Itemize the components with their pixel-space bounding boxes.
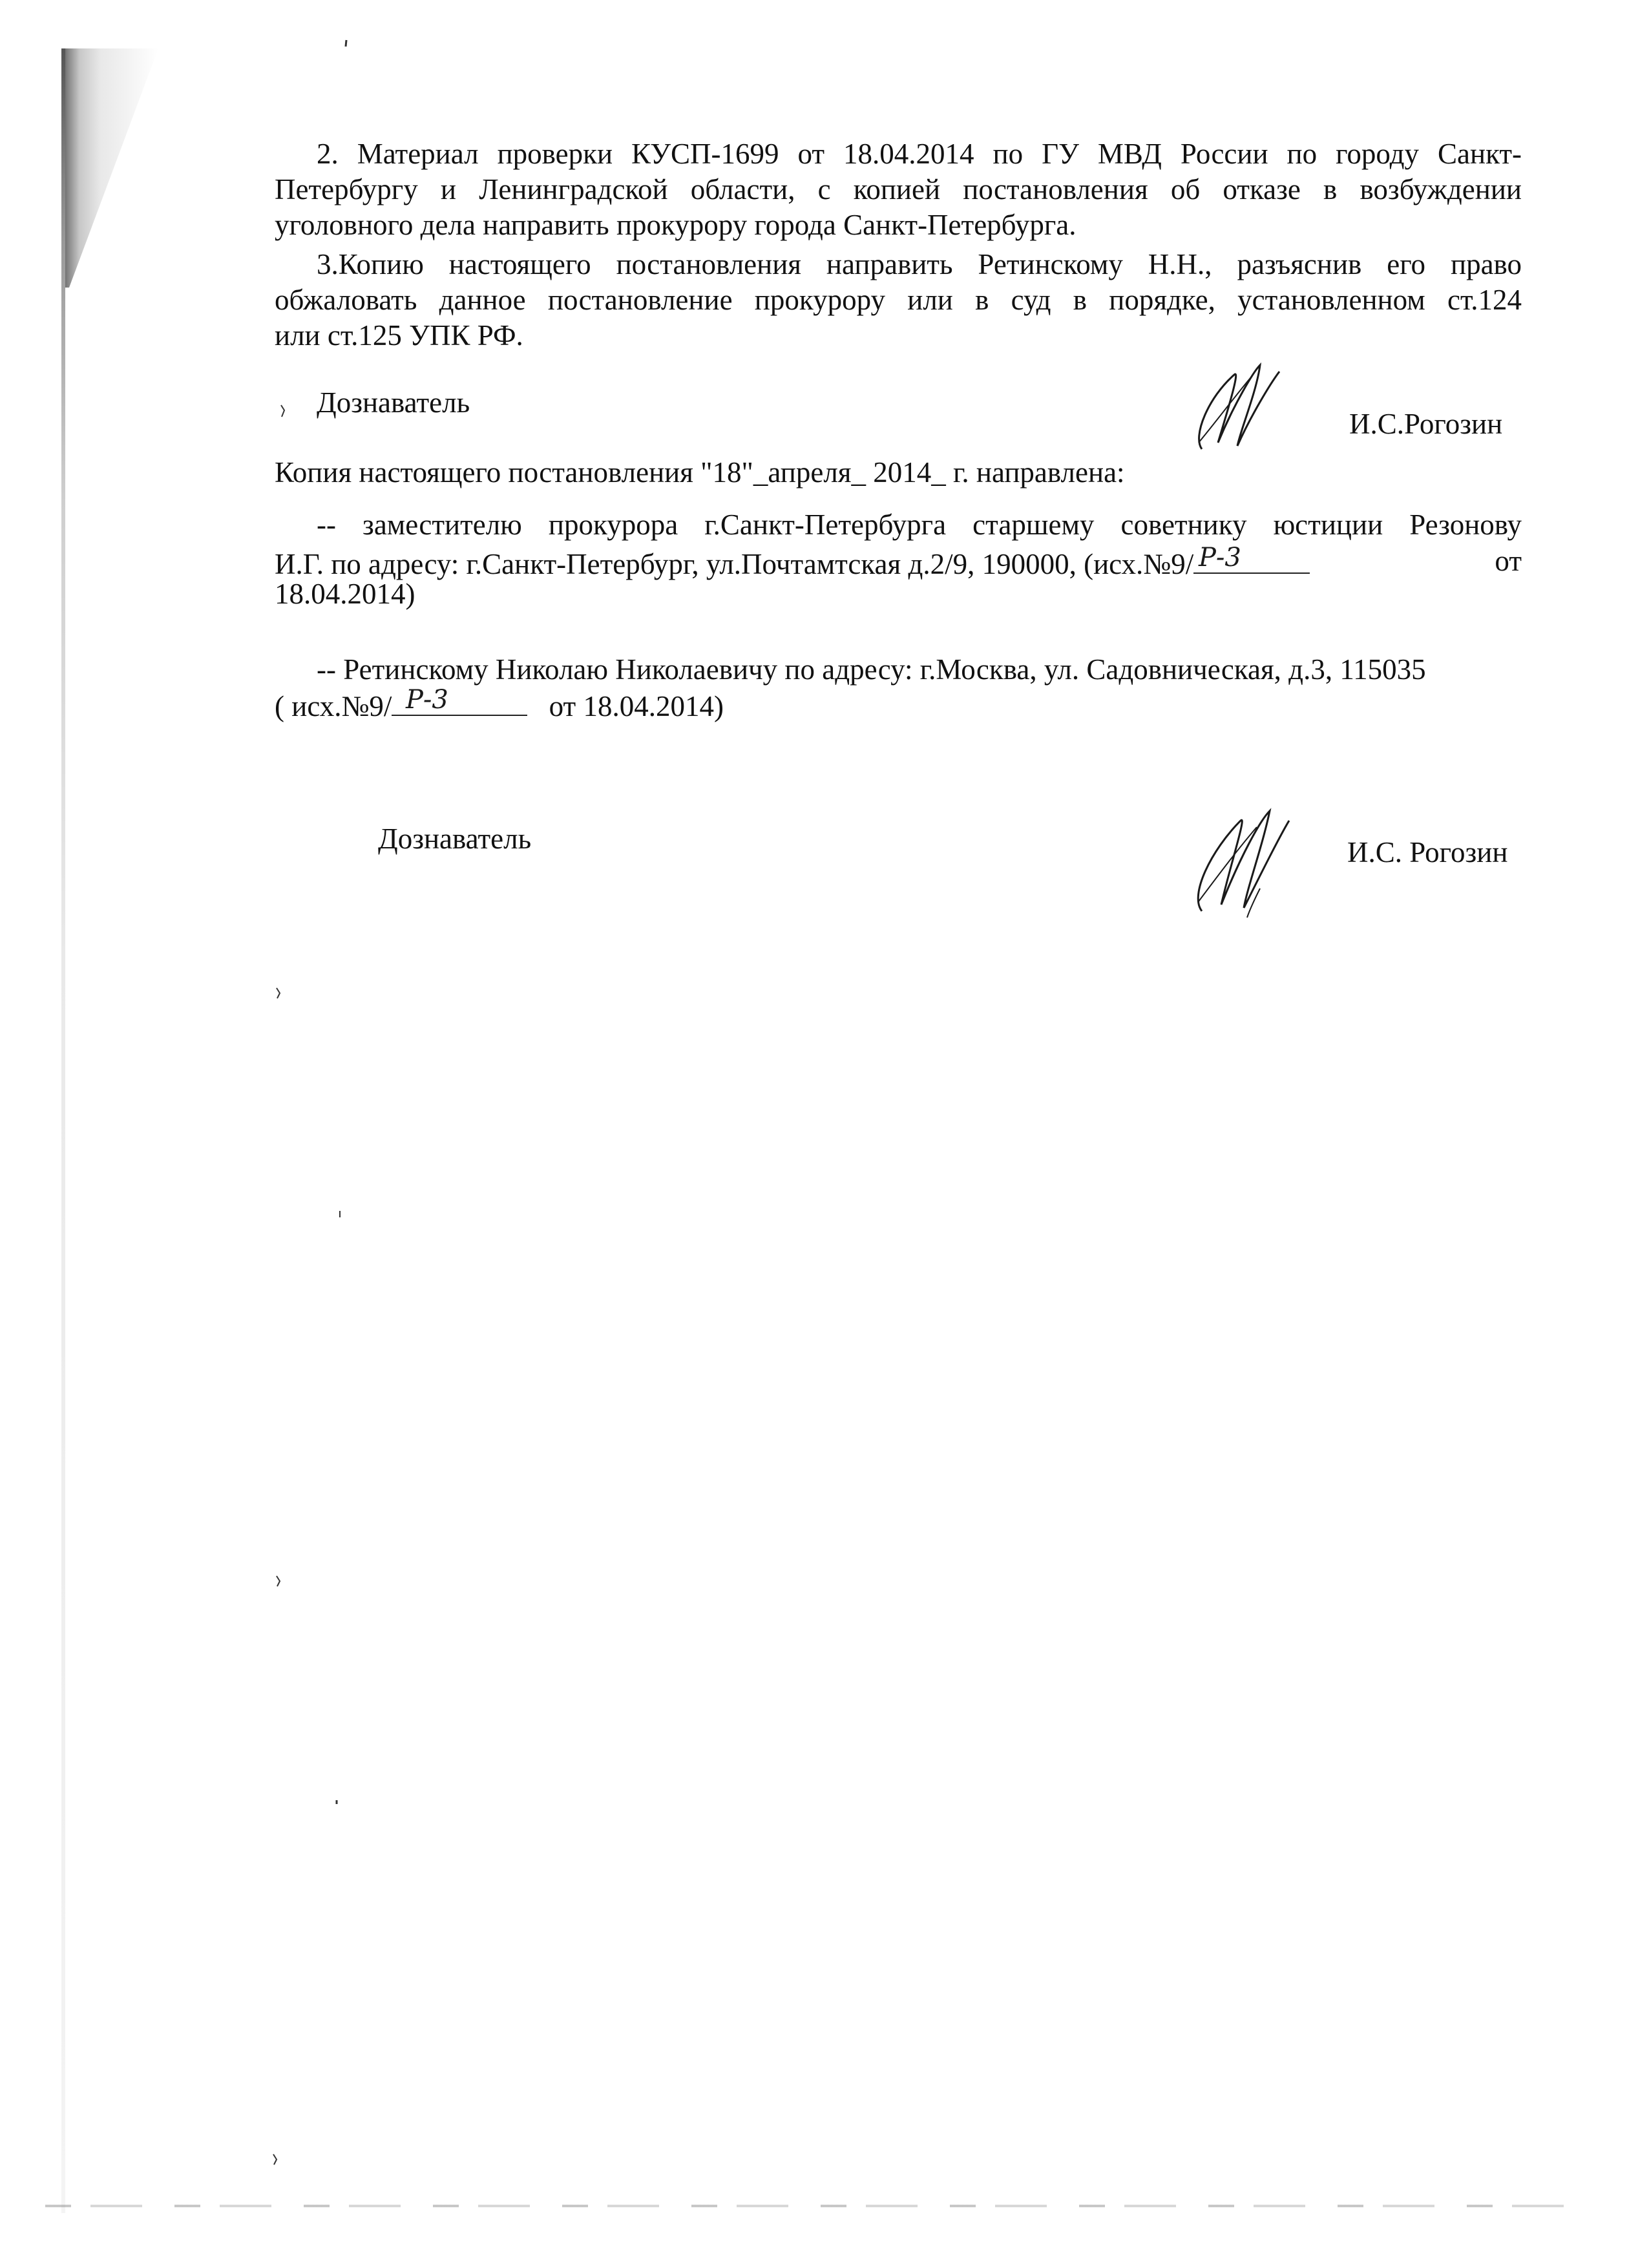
recipient1-date-prefix: от	[1495, 545, 1522, 577]
signature2-name: И.С. Рогозин	[1347, 836, 1508, 868]
signature2-role: Дознаватель	[378, 823, 532, 855]
scan-speck	[336, 1208, 344, 1223]
item3-line3: или ст.125 УПК РФ.	[275, 319, 523, 352]
recipient2-handwritten-number: Р-3	[406, 686, 449, 715]
scan-speck	[271, 2152, 279, 2166]
item3-line1: 3.Копию настоящего постановления направить Ретинскому Н.Н., разъяснив его право	[317, 248, 1522, 280]
scan-speck	[342, 39, 350, 53]
item2-line3: уголовного дела направить прокурору города Санкт-Петербурга.	[275, 209, 1077, 241]
recipient1-line2	[275, 544, 1522, 581]
recipient2-outgoing-prefix: ( исх.№9/	[275, 690, 392, 722]
item3-line2: обжаловать данное постановление прокурору или в суд в порядке, установленном ст.124	[275, 284, 1522, 316]
signature1-role: Дознаватель	[317, 386, 470, 419]
recipient1-line3: 18.04.2014)	[275, 578, 415, 610]
recipient1-handwritten-number: Р-3	[1199, 544, 1242, 572]
item2-line2: Петербургу и Ленинградской области, с копией постановления об отказе в возбуждении	[275, 173, 1522, 205]
recipient2-outgoing-number-field	[392, 686, 527, 716]
scan-speck	[333, 1796, 341, 1811]
scan-bottom-noise	[45, 2205, 1570, 2207]
signature1-handwritten-image	[1189, 359, 1299, 456]
item2-line1: 2. Материал проверки КУСП-1699 от 18.04.2014 по ГУ МВД России по городу Санкт-	[317, 138, 1522, 170]
scan-speck	[275, 1573, 282, 1588]
recipient1-line1: -- заместителю прокурора г.Санкт-Петербурга старшему советнику юстиции Резонову	[317, 509, 1522, 541]
recipient2-line2	[275, 686, 1522, 723]
copy-notice-heading: Копия настоящего постановления "18"_апреля_ 2014_ г. направлена:	[275, 456, 1125, 488]
recipient2-date: от 18.04.2014)	[549, 690, 724, 722]
recipient1-outgoing-number-field	[1193, 544, 1310, 574]
signature2-handwritten-image	[1186, 798, 1308, 921]
scan-shadow-edge	[61, 48, 158, 288]
scan-speck	[279, 404, 287, 418]
recipient2-line1: -- Ретинскому Николаю Николаевичу по адресу: г.Москва, ул. Садовническая, д.3, 115035	[317, 653, 1426, 686]
signature1-name: И.С.Рогозин	[1349, 408, 1503, 440]
recipient1-address: И.Г. по адресу: г.Санкт-Петербург, ул.Почтамтская д.2/9, 190000, (исх.№9/	[275, 548, 1194, 580]
scan-left-border	[61, 48, 65, 2213]
scan-speck	[275, 985, 282, 1000]
